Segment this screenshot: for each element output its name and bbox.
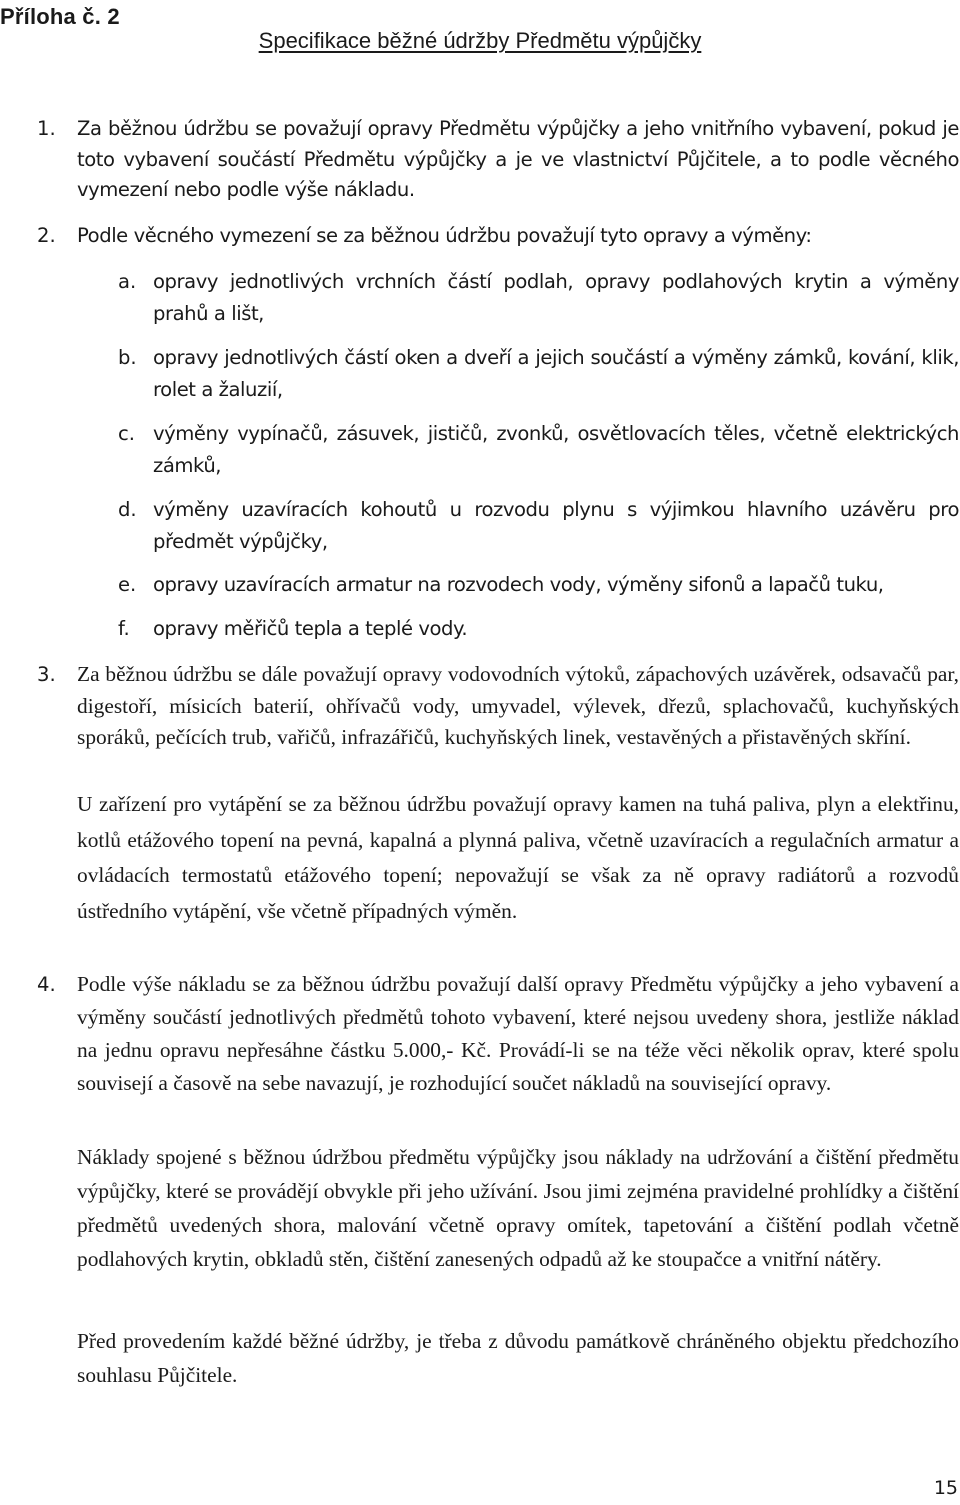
list-item-text: opravy jednotlivých částí oken a dveří a jejich součástí a výměny zámků, kování, klik, rolet a žaluzií, xyxy=(153,346,959,401)
list-item-letter: e. xyxy=(118,573,137,596)
list-item-text: opravy uzavíracích armatur na rozvodech vody, výměny sifonů a lapačů tuku, xyxy=(153,573,884,596)
list-item-letter: a. xyxy=(118,270,137,293)
section-3-text: Za běžnou údržbu se dále považují opravy vodovodních výtoků, zápachových uzávěrek, odsavačů par, digestoří, mísicích baterií, ohřívačů vody, umyvadel, výlevek, dřezů, splachovačů, kuchyňských sporáků, pečících trub, vařičů, infrazářičů, kuchyňských linek, vestavěných a přistavěných skříní. xyxy=(77,662,959,749)
list-item-letter: c. xyxy=(118,422,136,445)
section-4-number: 4. xyxy=(37,973,56,996)
list-item-text: opravy jednotlivých vrchních částí podlah, opravy podlahových krytin a výměny prahů a lišt, xyxy=(153,270,959,325)
page-number: 15 xyxy=(933,1477,958,1499)
section-4-consent-text: Před provedením každé běžné údržby, je třeba z důvodu památkově chráněného objektu předchozího souhlasu Půjčitele. xyxy=(77,1329,959,1387)
section-4-costs-text: Náklady spojené s běžnou údržbou předmětu výpůjčky jsou náklady na udržování a čištění předmětu výpůjčky, které se provádějí obvykle při jeho užívání. Jsou jimi zejména pravidelné prohlídky a čištění předmětů uvedených shora, malování včetně opravy omítek, tapetování a čištění podlah včetně podlahových krytin, obkladů stěn, čištění zanesených odpadů až ke stoupačce a vnitřní nátěry. xyxy=(77,1145,959,1271)
list-item-letter: f. xyxy=(118,617,130,640)
appendix-label: Příloha č. 2 xyxy=(0,4,120,29)
list-item-text: výměny uzavíracích kohoutů u rozvodu plynu s výjimkou hlavního uzávěru pro předmět výpůjčky, xyxy=(153,498,959,553)
list-item-letter: b. xyxy=(118,346,137,369)
section-1-number: 1. xyxy=(37,117,56,140)
document-title: Specifikace běžné údržby Předmětu výpůjčky xyxy=(258,28,702,53)
section-2-number: 2. xyxy=(37,224,56,247)
section-4-text: Podle výše nákladu se za běžnou údržbu považují další opravy Předmětu výpůjčky a jeho vybavení a výměny součástí jednotlivých předmětů tohoto vybavení, které nejsou uvedeny shora, jestliže náklad na jednu opravu nepřesáhne částku 5.000,- Kč. Provádí-li se na téže věci několik oprav, které spolu souvisejí a časově na sebe navazují, je rozhodující součet nákladů na související opravy. xyxy=(77,972,959,1095)
section-1-text: Za běžnou údržbu se považují opravy Předmětu výpůjčky a jeho vnitřního vybavení, pokud je toto vybavení součástí Předmětu výpůjčky a je ve vlastnictví Půjčitele, a to podle věcného vymezení nebo podle výše nákladu. xyxy=(77,117,959,201)
section-2-text: Podle věcného vymezení se za běžnou údržbu považují tyto opravy a výměny: xyxy=(77,224,812,247)
section-3-heating-text: U zařízení pro vytápění se za běžnou údržbu považují opravy kamen na tuhá paliva, plyn a elektřinu, kotlů etážového topení na pevná, kapalná a plynná paliva, včetně uzavíracích a regulačních armatur a ovládacích termostatů etážového topení; nepovažují se však za ně opravy radiátorů a rozvodů ústředního vytápění, vše včetně případných výměn. xyxy=(77,792,959,923)
list-item-text: výměny vypínačů, zásuvek, jističů, zvonků, osvětlovacích těles, včetně elektrických zámků, xyxy=(153,422,959,477)
section-3-number: 3. xyxy=(37,663,56,686)
list-item-letter: d. xyxy=(118,498,137,521)
list-item-text: opravy měřičů tepla a teplé vody. xyxy=(153,617,468,640)
